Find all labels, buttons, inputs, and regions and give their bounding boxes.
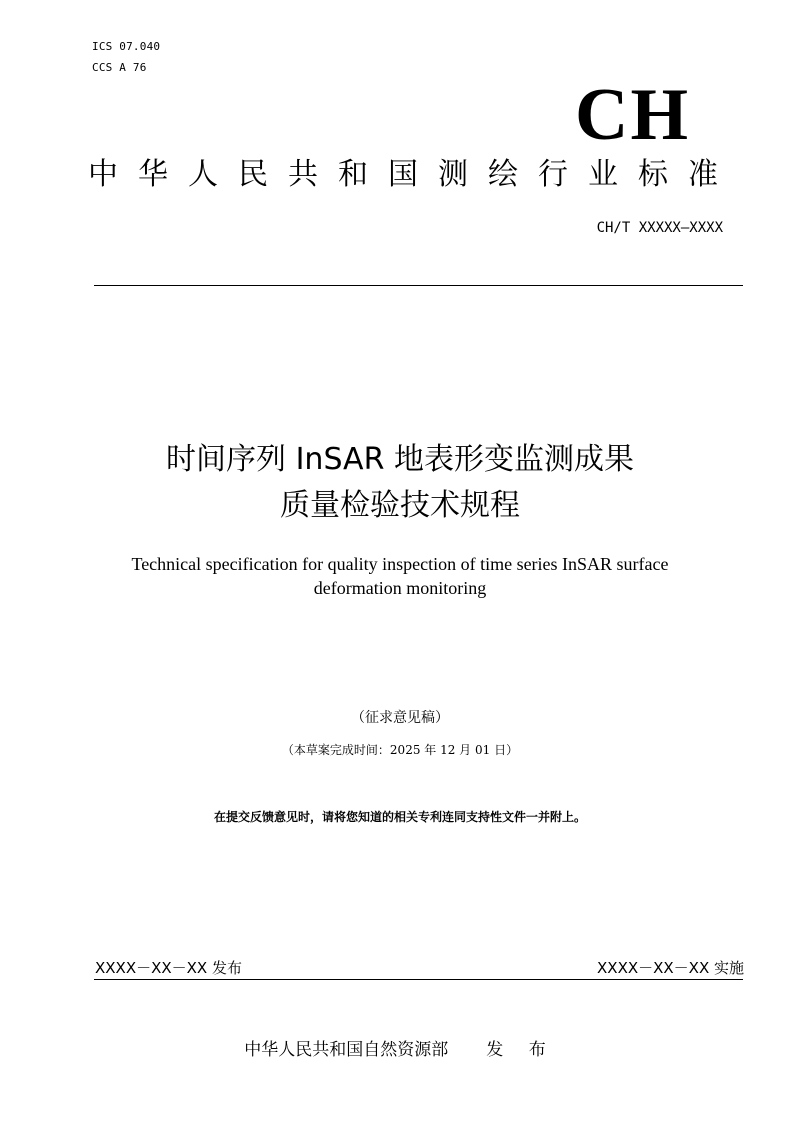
title-english-line-2: deformation monitoring — [313, 578, 487, 598]
standard-code: CH/T XXXXX—XXXX — [596, 220, 723, 236]
title-english-line-1: Technical specification for quality inspection of time series InSAR surface — [131, 554, 669, 574]
ics-code: ICS 07.040 — [92, 40, 161, 53]
draft-completion-date: （本草案完成时间：2025 年 12 月 01 日） — [281, 743, 519, 757]
header-divider — [94, 285, 743, 286]
patent-notice: 在提交反馈意见时，请将您知道的相关专利连同支持性文件一并附上。 — [213, 810, 586, 824]
publish-label: 发 布 — [486, 1040, 556, 1060]
footer-divider — [94, 979, 743, 980]
implementation-date: XXXX－XX－XX 实施 — [597, 959, 744, 977]
draft-status: （征求意见稿） — [351, 710, 449, 726]
ch-logo: CH — [575, 74, 690, 156]
title-chinese-line-2: 质量检验技术规程 — [280, 488, 520, 523]
issue-date: XXXX－XX－XX 发布 — [95, 959, 242, 977]
title-chinese-line-1: 时间序列 InSAR 地表形变监测成果 — [166, 442, 634, 477]
ccs-code: CCS A 76 — [92, 61, 147, 74]
publishing-organization: 中华人民共和国自然资源部 — [244, 1040, 449, 1060]
standard-category-title: 中华人民共和国测绘行业标准 — [88, 157, 738, 192]
publisher-line — [0, 1035, 800, 1060]
